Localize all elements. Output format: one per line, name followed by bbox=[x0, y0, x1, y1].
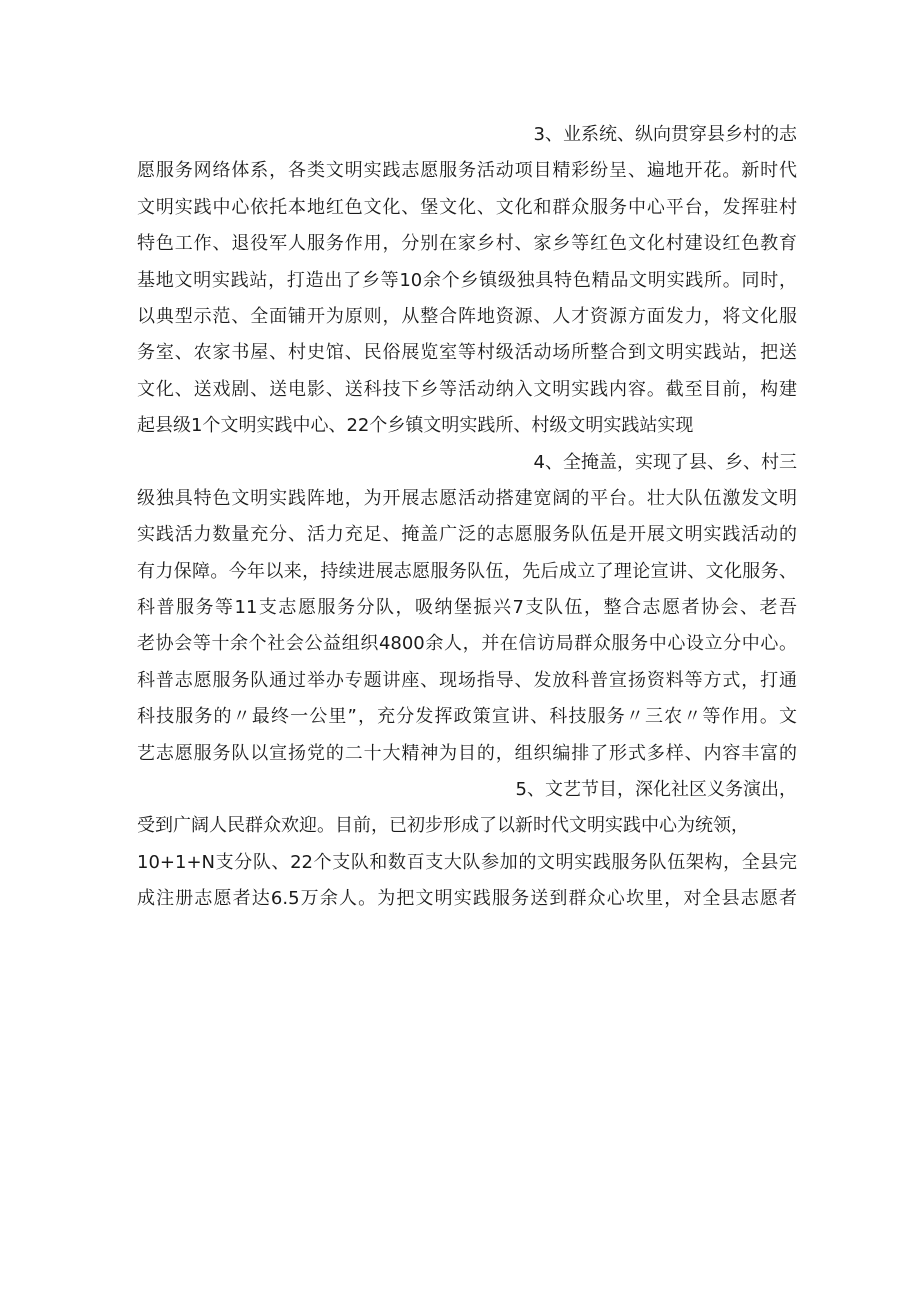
text-line: 实践活力数量充分、活力充足、掩盖广泛的志愿服务队伍是开展文明实践活动的 bbox=[137, 524, 797, 546]
text-line: 科普服务等11支志愿服务分队，吸纳堡振兴7支队伍，整合志愿者协会、老吾 bbox=[137, 597, 797, 619]
body-text bbox=[137, 117, 797, 918]
text-line: 受到广阔人民群众欢迎。目前，已初步形成了以新时代文明实践中心为统领， bbox=[137, 815, 749, 837]
text-line: 起县级1个文明实践中心、22个乡镇文明实践所、村级文明实践站实现 bbox=[137, 415, 694, 437]
text-line: 务室、农家书屋、村史馆、民俗展览室等村级活动场所整合到文明实践站，把送 bbox=[137, 342, 797, 364]
text-line: 科技服务的〃最终一公里”，充分发挥政策宣讲、科技服务〃三农〃等作用。文 bbox=[137, 706, 797, 728]
text-line: 老协会等十余个社会公益组织4800余人，并在信访局群众服务中心设立分中心。 bbox=[137, 633, 797, 655]
text-line: 以典型示范、全面铺开为原则，从整合阵地资源、人才资源方面发力，将文化服 bbox=[137, 305, 797, 327]
text-line: 10+1+N支分队、22个支队和数百支大队参加的文明实践服务队伍架构，全县完 bbox=[137, 851, 797, 873]
text-line: 艺志愿服务队以宣扬党的二十大精神为目的，组织编排了形式多样、内容丰富的 bbox=[137, 742, 797, 764]
text-line: 成注册志愿者达6.5万余人。为把文明实践服务送到群众心坎里，对全县志愿者 bbox=[137, 888, 797, 910]
text-line: 4、全掩盖，实现了县、乡、村三 bbox=[533, 451, 797, 473]
text-line: 5、文艺节目，深化社区义务演出， bbox=[515, 779, 797, 801]
text-line: 级独具特色文明实践阵地，为开展志愿活动搭建宽阔的平台。壮大队伍激发文明 bbox=[137, 487, 797, 509]
text-line: 特色工作、退役军人服务作用，分别在家乡村、家乡等红色文化村建设红色教育 bbox=[137, 233, 797, 255]
text-line: 文化、送戏剧、送电影、送科技下乡等活动纳入文明实践内容。截至目前，构建 bbox=[137, 378, 797, 400]
text-line: 3、业系统、纵向贯穿县乡村的志 bbox=[533, 124, 797, 145]
text-line: 愿服务网络体系，各类文明实践志愿服务活动项目精彩纷呈、遍地开花。新时代 bbox=[137, 160, 797, 182]
text-line: 文明实践中心依托本地红色文化、堡文化、文化和群众服务中心平台，发挥驻村 bbox=[137, 196, 797, 218]
text-line: 基地文明实践站，打造出了乡等10余个乡镇级独具特色精品文明实践所。同时， bbox=[137, 269, 797, 291]
text-line: 科普志愿服务队通过举办专题讲座、现场指导、发放科普宣扬资料等方式，打通 bbox=[137, 669, 797, 691]
text-line: 有力保障。今年以来，持续进展志愿服务队伍，先后成立了理论宣讲、文化服务、 bbox=[137, 560, 797, 582]
